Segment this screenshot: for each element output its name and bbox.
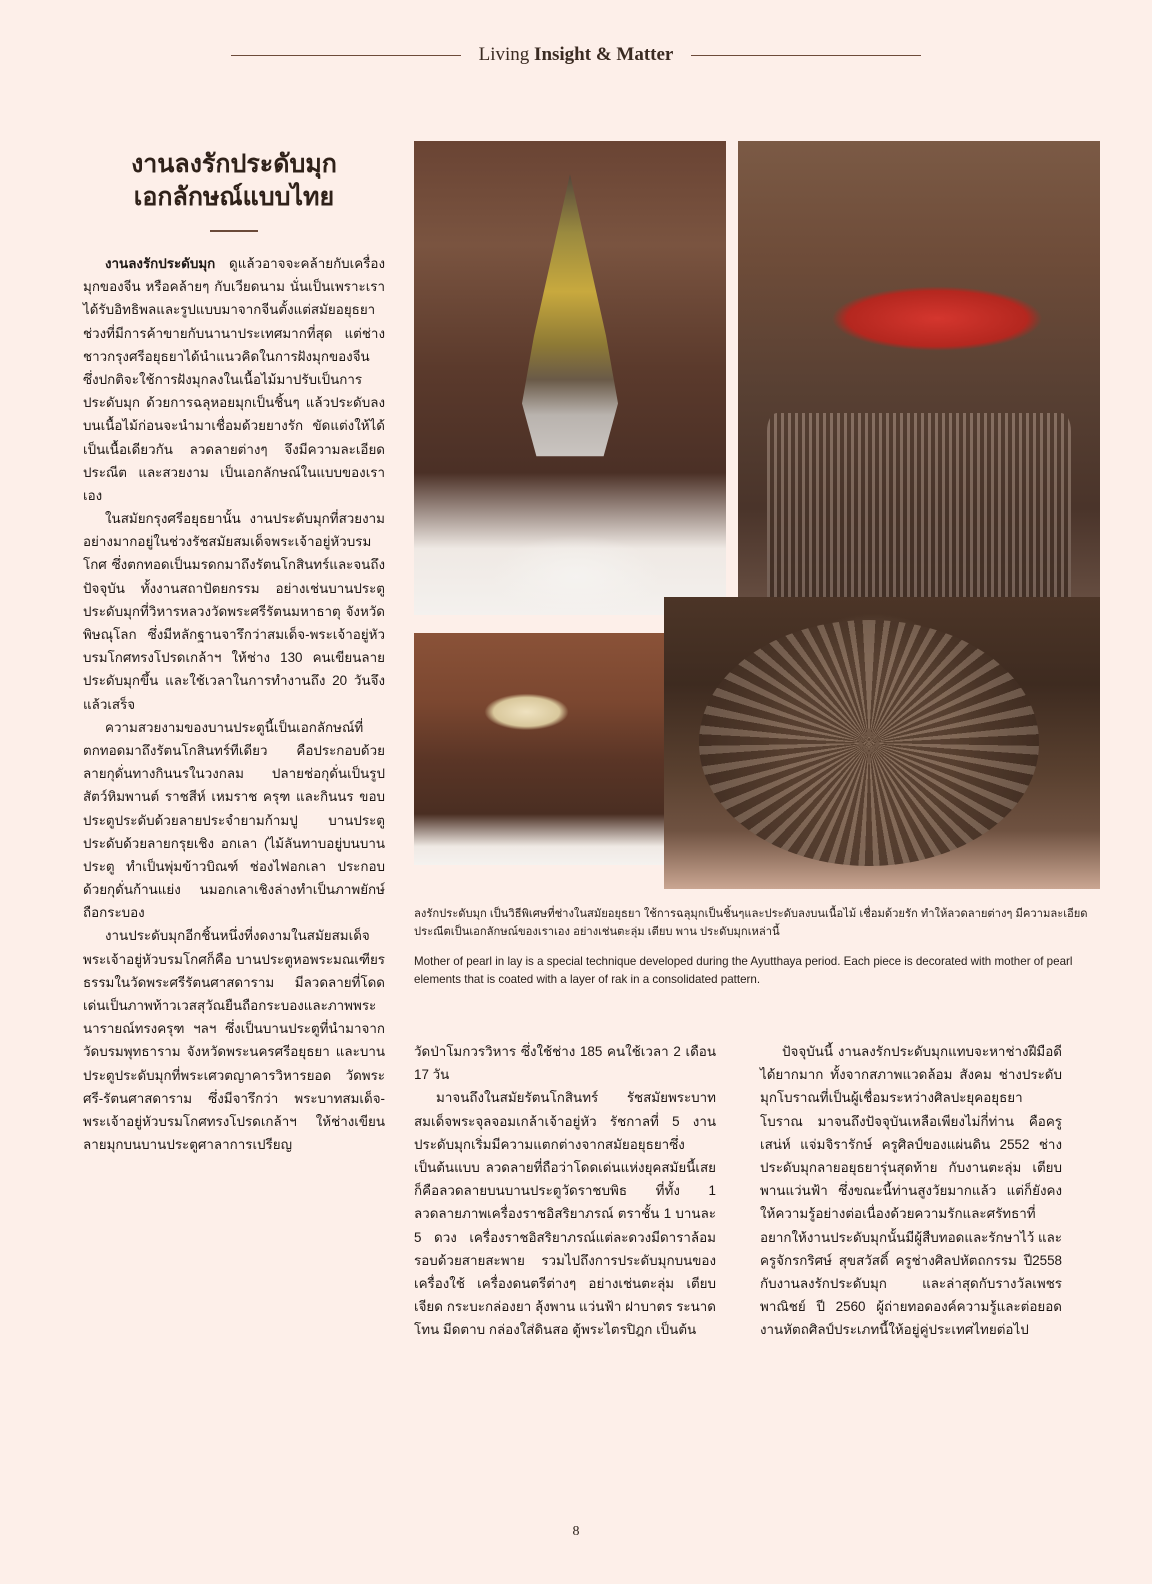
caption-thai: ลงรักประดับมุก เป็นวิธีพิเศษที่ช่างในสมัยอยุธยา ใช้การฉลุมุกเป็นชิ้นๆและประดับลงบนเนื้อไม้ เชื่อมด้วยรัก ทำให้ลวดลายต่างๆ มีความละเอียดประณีตเป็นเอกลักษณ์ของเราเอง อย่างเช่นตะลุ่ม เตียบ พาน ประดับมุกเหล่านี้ (414, 908, 1088, 939)
paragraph-4: งานประดับมุกอีกชิ้นหนึ่งที่งดงามในสมัยสมเด็จพระเจ้าอยู่หัวบรมโกศก็คือ บานประตูหอพระมณเฑียรธรรมในวัดพระศรีรัตนศาสดาราม มีลวดลายที่โดดเด่นเป็นภาพท้าวเวสสุวัณยืนถือกระบองและภาพพระนารายณ์ทรงครุฑ ฯลฯ ซึ่งเป็นบานประตูที่นำมาจากวัดบรมพุทธาราม จังหวัดพระนครศรีอยุธยา และบานประตูประดับมุกที่พระเศวตญาคารวิหารยอด วัดพระศรี-รัตนศาสดาราม ซึ่งมีจารึกว่า พระบาทสมเด็จ-พระเจ้าอยู่หัวบรมโกศทรงโปรดเกล้าฯ ให้ช่างเขียนลายมุกบนบานประตูศาลาการเปรียญ (83, 928, 385, 1153)
right-paragraph-1: ปัจจุบันนี้ งานลงรักประดับมุกแทบจะหาช่างฝีมือดีได้ยากมาก ทั้งจากสภาพแวดล้อม สังคม ช่างประดับมุกโบราณที่เป็นผู้เชื่อมระหว่างศิลปะยุคอยุธยาโบราณ มาจนถึงปัจจุบันเหลือเพียงไม่กี่ท่าน คือครูเสน่ห์ แจ่มจิรารักษ์ ครูศิลป์ของแผ่นดิน 2552 ช่างประดับมุกลายอยุธยารุ่นสุดท้าย กับงานตะลุ่ม เตียบ พานแว่นฟ้า ซึ่งขณะนี้ท่านสูงวัยมากแล้ว แต่ก็ยังคงให้ความรู้อย่างต่อเนื่องด้วยความรักและศรัทธาที่อยากให้งานประดับมุกนั้นมีผู้สืบทอดและรักษาไว้ และครูจักรกริศษ์ สุขสวัสดิ์ ครูช่างศิลปหัตถกรรม ปี2558 กับงานลงรักประดับมุก และล่าสุดกับรางวัลเพชรพาณิชย์ ปี 2560 ผู้ถ่ายทอดองค์ความรู้และต่อยอดงานหัตถศิลป์ประเภทนี้ให้อยู่คู่ประเทศไทยต่อไป (760, 1044, 1063, 1338)
right-column-body (760, 1040, 1062, 1341)
headline-line-2: เอกลักษณ์แบบไทย (133, 183, 335, 211)
right-column (760, 1040, 1062, 1341)
page-number: 8 (572, 1524, 580, 1539)
caption-english: Mother of pearl in lay is a special technique developed during the Ayutthaya period. Each piece is decorated with mother of pearl elements that is coated with a layer of rak in a consolidated pattern. (414, 955, 1073, 987)
mid-paragraph-2: มาจนถึงในสมัยรัตนโกสินทร์ รัชสมัยพระบาทสมเด็จพระจุลจอมเกล้าเจ้าอยู่หัว รัชกาลที่ 5 งานประดับมุกเริ่มมีความแตกต่างจากสมัยอยุธยาซึ่งเป็นต้นแบบ ลวดลายที่ถือว่าโดดเด่นแห่งยุคสมัยนี้เสยก็คือลวดลายบนบานประตูวัดราชบพิธ ที่ทั้ง 1 ลวดลายภาพเครื่องราชอิสริยาภรณ์ ตราชั้น 1 บานละ 5 ดวง เครื่องราชอิสริยาภรณ์แต่ละดวงมีดาราล้อมรอบด้วยสายสะพาย รวมไปถึงการประดับมุกบนของเครื่องใช้ เครื่องดนตรีต่างๆ อย่างเช่นตะลุ่ม เตียบ เจียด กระบะกล่องยา ลุ้งพาน แว่นฟ้า ฝาบาตร ระนาดโทน มีดตาบ กล่องใส่ดินสอ ตู้พระไตรปิฎก เป็นต้น (414, 1090, 716, 1338)
photo-round-box (664, 597, 1100, 889)
left-column (83, 148, 385, 1156)
header-title-bold: Insight & Matter (534, 44, 674, 65)
headline-divider (210, 230, 258, 232)
mid-paragraph-1: วัดป่าโมกวรวิหาร ซึ่งใช้ช่าง 185 คนใช้เวลา 2 เดือน 17 วัน (414, 1044, 716, 1083)
photo-square-tray (414, 633, 682, 865)
photo-conical-vessel (414, 141, 726, 615)
paragraph-1-text: ดูแล้วอาจจะคล้ายกับเครื่องมุกของจีน หรือคล้ายๆ กับเวียดนาม นั่นเป็นเพราะเราได้รับอิทธิพลและรูปแบบมาจากจีนตั้งแต่สมัยอยุธยา ช่วงที่มีการค้าขายกับนานาประเทศมากที่สุด แต่ช่างชาวกรุงศรีอยุธยาได้นำแนวคิดในการฝังมุกของจีน ซึ่งปกติจะใช้การฝังมุกลงในเนื้อไม้มาปรับเป็นการประดับมุก ด้วยการฉลุหอยมุกเป็นชิ้นๆ แล้วประดับลงบนเนื้อไม้ก่อนจะนำมาเชื่อมด้วยยางรัก ขัดแต่งให้ได้เป็นเนื้อเดียวกัน ลวดลายต่างๆ จึงมีความละเอียดประณีต และสวยงาม เป็นเอกลักษณ์ในแบบของเราเอง (83, 256, 385, 503)
paragraph-2: ในสมัยกรุงศรีอยุธยานั้น งานประดับมุกที่สวยงามอย่างมากอยู่ในช่วงรัชสมัยสมเด็จพระเจ้าอยู่หัวบรมโกศ ซึ่งตกทอดเป็นมรดกมาถึงรัตนโกสินทร์และจนถึงปัจจุบัน ทั้งงานสถาปัตยกรรม อย่างเช่นบานประตูประดับมุกที่วิหารหลวงวัดพระศรีรัตนมหาธาตุ จังหวัดพิษณุโลก ซึ่งมีหลักฐานจารึกว่าสมเด็จ-พระเจ้าอยู่หัวบรมโกศทรงโปรดเกล้าฯ ให้ช่าง 130 คนเขียนลายประดับมุกขึ้น และใช้เวลาในการทำงานถึง 20 วันจึงแล้วเสร็จ (83, 511, 385, 712)
page-header (0, 44, 1152, 66)
photo-round-box-image (664, 597, 1100, 889)
headline-line-1: งานลงรักประดับมุก (131, 150, 337, 178)
figure-caption (414, 905, 1100, 989)
header-rule-left (231, 55, 461, 56)
middle-column (414, 1040, 716, 1341)
lead-bold-text: งานลงรักประดับมุก (105, 256, 216, 271)
paragraph-3: ความสวยงามของบานประตูนี้เป็นเอกลักษณ์ที่ตกทอดมาถึงรัตนโกสินทร์ทีเดียว คือประกอบด้วย ลายกุดั่นทางกินนรในวงกลม ปลายช่อกุดั่นเป็นรูปสัตว์หิมพานต์ ราชสีห์ เหมราช ครุฑ และกินนร ขอบประตูประดับด้วยลายประจำยามก้ามปู บานประตูประดับด้วยลายกรุยเชิง อกเลา (ไม้ลันทาบอยู่บนบานประตู ทำเป็นพุ่มข้าวบิณฑ์ ช่องไฟอกเลา ประกอบด้วยกุดั่นก้านแย่ง นมอกเลาเชิงล่างทำเป็นภาพยักษ์ถือกระบอง (83, 719, 385, 921)
header-title-light: Living (478, 44, 535, 65)
paragraph-lead (83, 252, 385, 507)
left-column-body (83, 252, 385, 1156)
photo-square-tray-image (414, 633, 682, 865)
header-title (479, 44, 674, 66)
header-rule-right (691, 55, 921, 56)
photo-conical-vessel-image (414, 141, 726, 615)
page-title (83, 148, 385, 214)
middle-column-body (414, 1040, 716, 1341)
